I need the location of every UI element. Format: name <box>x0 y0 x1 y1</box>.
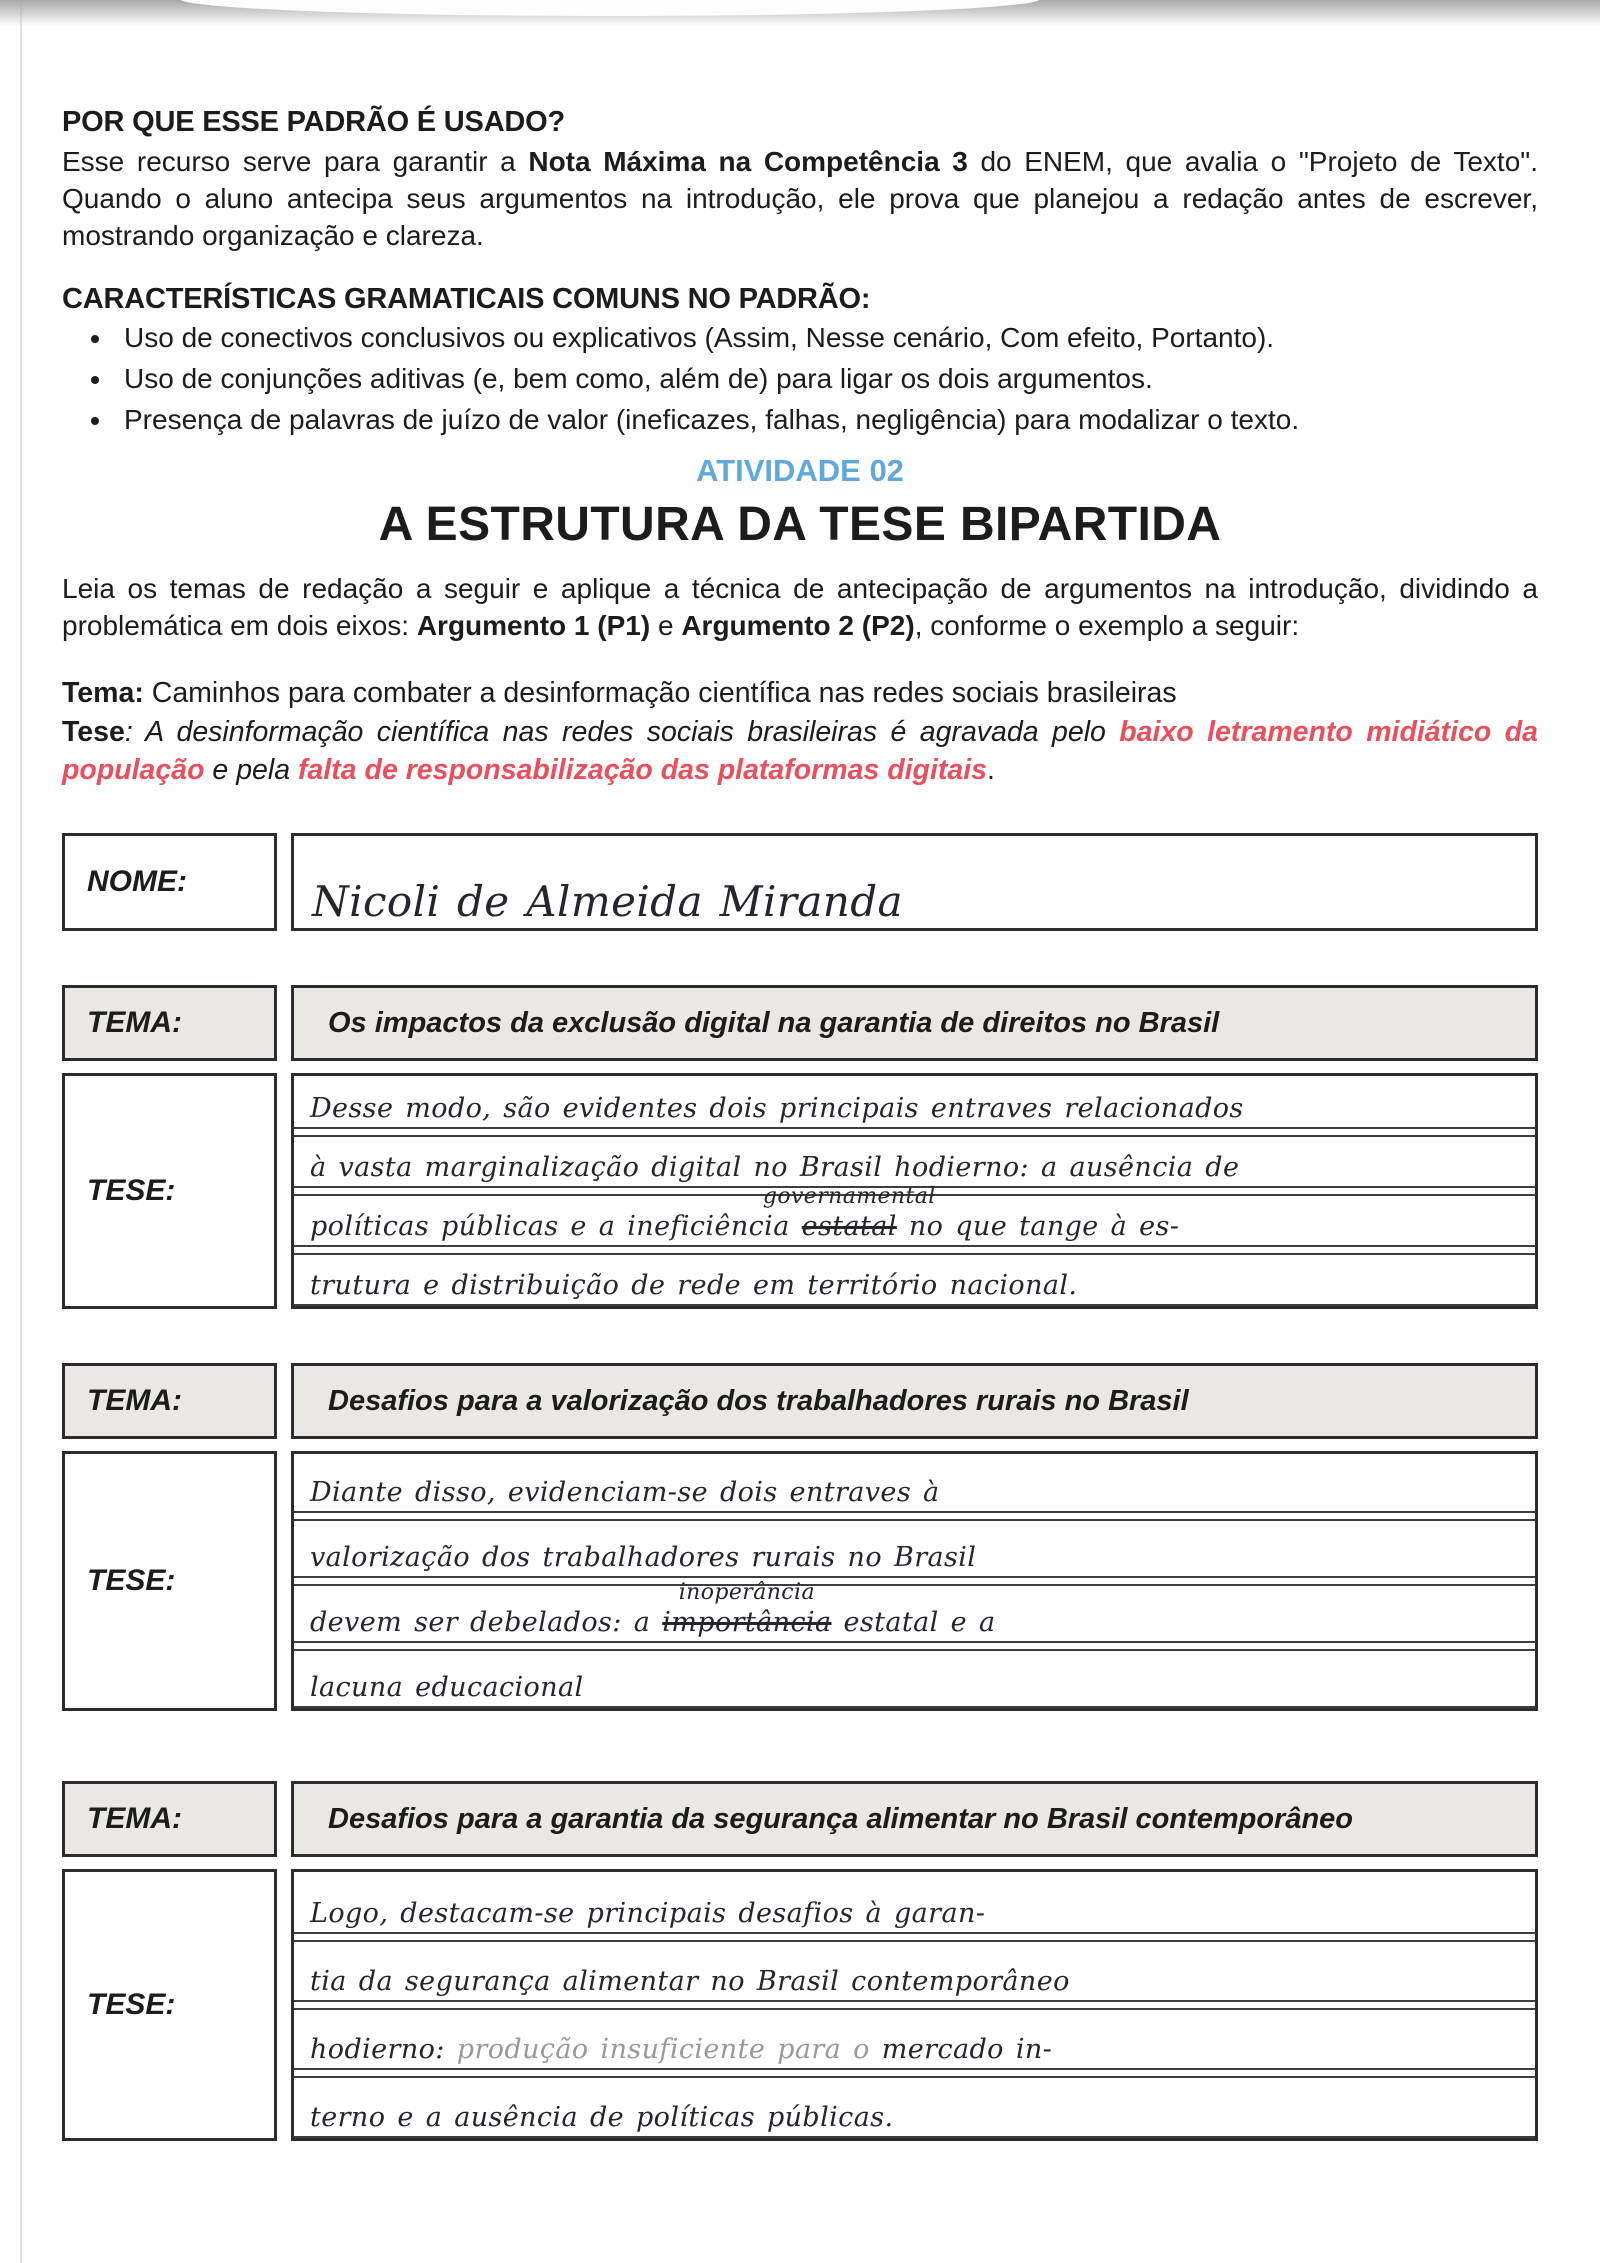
hand-text: estatal e a <box>831 1607 996 1639</box>
tema-row <box>62 1363 1538 1439</box>
page-title: A ESTRUTURA DA TESE BIPARTIDA <box>378 497 1222 551</box>
instr-arg1: Argumento 1 (P1) <box>416 609 651 641</box>
instr-text-1: Leia os temas de redação a seguir e aplique a técnica de antecipação de argumentos na introdução, dividindo a problemática em dois eixos: <box>62 572 1538 641</box>
handwritten-line <box>310 1580 996 1640</box>
hand-text: mercado in- <box>881 2034 1053 2066</box>
why-heading: POR QUE ESSE PADRÃO É USADO? <box>62 106 566 138</box>
example-tema-label: Tema: <box>62 677 144 710</box>
list-item: • Uso de conectivos conclusivos ou explicativos (Assim, Nesse cenário, Com efeito, Portanto). <box>114 320 1538 357</box>
write-line <box>294 2008 1535 2070</box>
tese-label: TESE: <box>87 1174 176 1208</box>
name-input-box <box>291 833 1538 931</box>
handwritten-line: trutura e distribuição de rede em território nacional. <box>310 1270 1078 1302</box>
example-tese-label: Tese <box>62 715 125 748</box>
example-tese-line <box>62 713 1538 790</box>
tese-label-box <box>62 1451 277 1711</box>
handwritten-line: Desse modo, são evidentes dois principais entraves relacionados <box>310 1093 1244 1125</box>
instructions-paragraph <box>62 570 1538 644</box>
why-text-bold: Nota Máxima na Competência 3 <box>528 146 968 177</box>
example-tese-text-2: e pela <box>204 753 299 786</box>
list-item: • Uso de conjunções aditivas (e, bem como, além de) para ligar os dois argumentos. <box>114 361 1538 398</box>
tese-label: TESE: <box>87 1564 176 1598</box>
instr-text-2: e <box>650 609 682 641</box>
write-line <box>294 1135 1535 1188</box>
handwritten-line: à vasta marginalização digital no Brasil hodierno: a ausência de <box>310 1152 1240 1184</box>
tema-row <box>62 985 1538 1061</box>
write-line <box>294 1184 1535 1247</box>
correction <box>762 1184 936 1243</box>
tema-label: TEMA: <box>87 1384 182 1418</box>
example-tese-period: . <box>986 753 995 786</box>
tema-content-box <box>291 1363 1538 1439</box>
example-tema-line <box>62 674 1538 712</box>
tese-row <box>62 1451 1538 1711</box>
tema-text: Desafios para a valorização dos trabalhadores rurais no Brasil <box>328 1384 1189 1417</box>
pencil-text: produção insuficiente para o <box>456 2034 882 2066</box>
handwritten-line <box>310 2036 1052 2067</box>
exercise-block-1 <box>62 985 1538 1309</box>
tema-label: TEMA: <box>87 1006 182 1040</box>
tema-label-box <box>62 1781 277 1857</box>
features-heading: CARACTERÍSTICAS GRAMATICAIS COMUNS NO PADRÃO: <box>62 282 871 315</box>
handwritten-name: Nicoli de Almeida Miranda <box>312 877 903 927</box>
list-item: • Presença de palavras de juízo de valor (ineficazes, falhas, negligência) para modalizar o texto. <box>114 402 1538 439</box>
hand-text: políticas públicas e a ineficiência <box>310 1211 802 1243</box>
tese-label-box <box>62 1073 277 1309</box>
struck-word: estatal <box>801 1211 897 1243</box>
handwritten-line: Logo, destacam-se principais desafios à garan- <box>310 1898 986 1930</box>
write-line <box>294 1940 1535 2002</box>
hand-text: hodierno: <box>310 2034 457 2066</box>
handwritten-line: valorização dos trabalhadores rurais no Brasil <box>310 1542 977 1574</box>
tema-label-box <box>62 985 277 1061</box>
write-line <box>294 1076 1535 1129</box>
why-paragraph <box>62 143 1538 255</box>
tema-row <box>62 1781 1538 1857</box>
instr-text-3: , conforme o exemplo a seguir: <box>914 609 1300 641</box>
why-text-1: Esse recurso serve para garantir a <box>62 146 529 177</box>
write-line <box>294 2076 1535 2138</box>
why-text-2: do ENEM, que avalia o "Projeto de Texto". Quando o aluno antecipa seus argumentos na introdução, ele prova que planejou a redação antes de escrever, mostrando organização e clareza. <box>62 146 1538 252</box>
handwritten-line <box>310 1184 1180 1244</box>
write-line <box>294 1649 1535 1708</box>
handwritten-line: tia da segurança alimentar no Brasil contemporâneo <box>310 1966 1070 1998</box>
hand-text: devem ser debelados: a <box>310 1607 663 1639</box>
activity-label: ATIVIDADE 02 <box>696 452 904 488</box>
tese-label: TESE: <box>87 1988 176 2022</box>
inserted-word: governamental <box>762 1184 936 1210</box>
correction <box>662 1580 832 1639</box>
tese-content-box <box>291 1073 1538 1309</box>
write-line <box>294 1519 1535 1578</box>
write-line <box>294 1872 1535 1934</box>
hand-text: no que tange à es- <box>896 1211 1180 1243</box>
tema-text: Desafios para a garantia da segurança alimentar no Brasil contemporâneo <box>328 1802 1354 1835</box>
handwritten-line: Diante disso, evidenciam-se dois entraves à <box>310 1477 940 1509</box>
example-highlight-1: baixo letramento midiático da população <box>62 715 1538 786</box>
struck-word: importância <box>662 1607 832 1639</box>
handwritten-line: terno e a ausência de políticas públicas. <box>310 2102 894 2134</box>
exercise-block-2 <box>62 1363 1538 1711</box>
features-list <box>62 320 1538 439</box>
inserted-word: inoperância <box>678 1580 815 1606</box>
tese-content-box <box>291 1451 1538 1711</box>
handwritten-line: lacuna educacional <box>310 1672 584 1704</box>
tese-content-box <box>291 1869 1538 2141</box>
tema-text: Os impactos da exclusão digital na garantia de direitos no Brasil <box>328 1006 1220 1039</box>
write-line <box>294 1580 1535 1643</box>
tema-content-box <box>291 1781 1538 1857</box>
example-tese-text-1: : A desinformação científica nas redes sociais brasileiras é agravada pelo <box>124 715 1120 748</box>
example-tema-text: Caminhos para combater a desinformação científica nas redes sociais brasileiras <box>143 677 1177 710</box>
tese-row <box>62 1073 1538 1309</box>
exercise-block-3 <box>62 1781 1538 2141</box>
example-block <box>62 674 1538 789</box>
write-line <box>294 1454 1535 1513</box>
tema-label: TEMA: <box>87 1802 182 1836</box>
instr-arg2: Argumento 2 (P2) <box>681 609 915 641</box>
name-row <box>62 833 1538 931</box>
tema-content-box <box>291 985 1538 1061</box>
write-line <box>294 1253 1535 1306</box>
tema-label-box <box>62 1363 277 1439</box>
tese-row <box>62 1869 1538 2141</box>
tese-label-box <box>62 1869 277 2141</box>
name-label: NOME: <box>87 865 187 899</box>
name-label-box <box>62 833 277 931</box>
example-highlight-2: falta de responsabilização das plataformas digitais <box>298 753 987 786</box>
